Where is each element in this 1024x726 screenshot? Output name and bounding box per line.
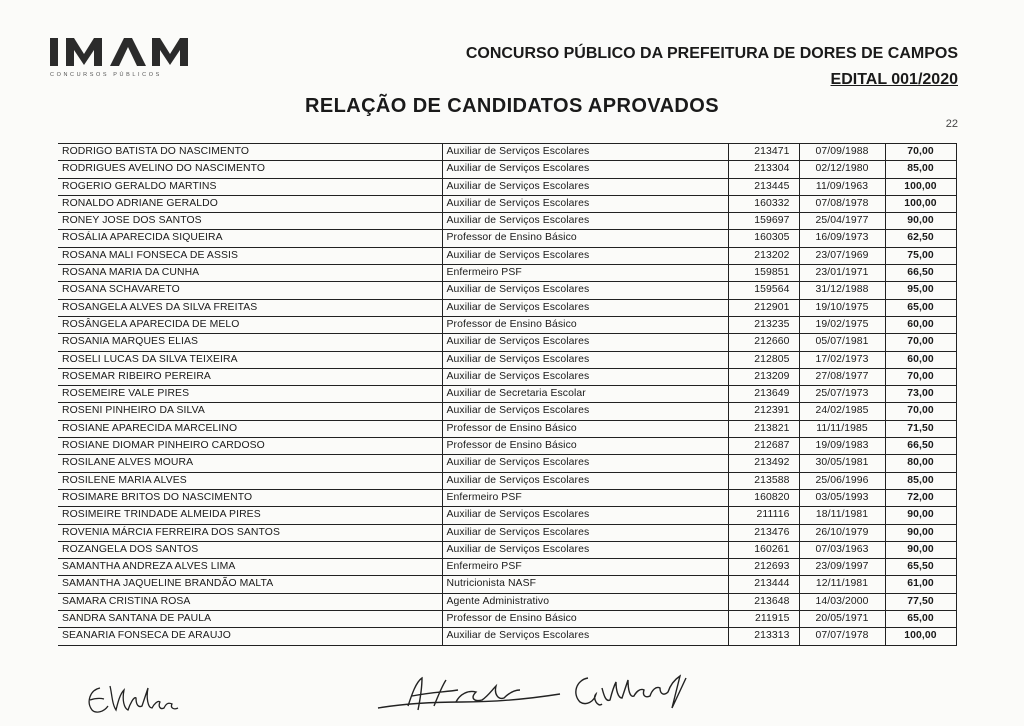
table-row [58,282,956,299]
candidate-position: Auxiliar de Serviços Escolares [442,195,728,212]
candidate-name: ROSANA MARIA DA CUNHA [58,265,442,282]
candidate-birthdate: 27/08/1977 [799,368,885,385]
candidate-birthdate: 07/03/1963 [799,541,885,558]
candidate-score: 71,50 [885,420,956,437]
table-row [58,368,956,385]
table-row [58,213,956,230]
candidate-name: ROSIANE DIOMAR PINHEIRO CARDOSO [58,438,442,455]
candidate-name: ROSIMARE BRITOS DO NASCIMENTO [58,489,442,506]
candidate-name: SEANARIA FONSECA DE ARAUJO [58,628,442,645]
table-row [58,316,956,333]
candidate-position: Auxiliar de Serviços Escolares [442,334,728,351]
document-title: RELAÇÃO DE CANDIDATOS APROVADOS [305,95,719,117]
candidate-name: ROSENI PINHEIRO DA SILVA [58,403,442,420]
candidate-birthdate: 23/01/1971 [799,265,885,282]
table-row [58,438,956,455]
candidate-birthdate: 25/06/1996 [799,472,885,489]
candidate-score: 85,00 [885,161,956,178]
candidate-registration: 213202 [728,247,799,264]
candidate-birthdate: 24/02/1985 [799,403,885,420]
candidate-registration: 212693 [728,559,799,576]
candidate-position: Enfermeiro PSF [442,265,728,282]
table-row [58,195,956,212]
candidate-birthdate: 23/07/1969 [799,247,885,264]
candidate-registration: 213235 [728,316,799,333]
candidate-registration: 211915 [728,611,799,628]
imam-logo [50,34,190,80]
candidate-name: ROSANA SCHAVARETO [58,282,442,299]
candidate-position: Professor de Ensino Básico [442,420,728,437]
candidate-score: 90,00 [885,213,956,230]
candidate-birthdate: 26/10/1979 [799,524,885,541]
contest-title: CONCURSO PÚBLICO DA PREFEITURA DE DORES DE CAMPOS [465,45,958,62]
candidate-position: Auxiliar de Serviços Escolares [442,213,728,230]
candidate-position: Enfermeiro PSF [442,559,728,576]
candidate-registration: 159851 [728,265,799,282]
candidate-position: Auxiliar de Serviços Escolares [442,541,728,558]
candidate-position: Auxiliar de Serviços Escolares [442,472,728,489]
candidate-position: Agente Administrativo [442,593,728,610]
candidate-score: 100,00 [885,628,956,645]
signature-2 [372,672,572,718]
edital-number: EDITAL 001/2020 [830,71,958,88]
candidate-position: Nutricionista NASF [442,576,728,593]
candidate-name: ROSANIA MARQUES ELIAS [58,334,442,351]
table-row [58,178,956,195]
signature-3 [568,668,698,716]
table-row [58,611,956,628]
candidate-score: 85,00 [885,472,956,489]
table-row [58,230,956,247]
candidate-birthdate: 18/11/1981 [799,507,885,524]
table-row [58,420,956,437]
candidate-score: 62,50 [885,230,956,247]
candidate-registration: 212901 [728,299,799,316]
candidate-score: 60,00 [885,316,956,333]
table-row [58,628,956,645]
candidate-registration: 160261 [728,541,799,558]
candidate-registration: 213476 [728,524,799,541]
candidate-birthdate: 17/02/1973 [799,351,885,368]
candidate-position: Professor de Ensino Básico [442,230,728,247]
candidate-registration: 213648 [728,593,799,610]
page-number: 22 [945,118,958,130]
table-row [58,386,956,403]
candidate-position: Auxiliar de Serviços Escolares [442,628,728,645]
candidate-registration: 212805 [728,351,799,368]
candidate-birthdate: 20/05/1971 [799,611,885,628]
candidate-name: SANDRA SANTANA DE PAULA [58,611,442,628]
candidate-registration: 160332 [728,195,799,212]
candidate-position: Auxiliar de Serviços Escolares [442,524,728,541]
candidate-name: ROSILENE MARIA ALVES [58,472,442,489]
candidate-name: ROSANGELA ALVES DA SILVA FREITAS [58,299,442,316]
candidate-birthdate: 23/09/1997 [799,559,885,576]
candidate-registration: 213471 [728,144,799,161]
candidate-name: ROSILANE ALVES MOURA [58,455,442,472]
candidate-registration: 213444 [728,576,799,593]
table-row [58,351,956,368]
table-row [58,161,956,178]
candidate-score: 60,00 [885,351,956,368]
candidates-table-body [58,144,956,646]
candidate-position: Auxiliar de Serviços Escolares [442,299,728,316]
candidate-position: Auxiliar de Serviços Escolares [442,507,728,524]
candidate-registration: 212391 [728,403,799,420]
candidate-position: Professor de Ensino Básico [442,438,728,455]
candidate-registration: 213492 [728,455,799,472]
candidate-name: ROSEMAR RIBEIRO PEREIRA [58,368,442,385]
candidate-score: 61,00 [885,576,956,593]
candidate-position: Auxiliar de Serviços Escolares [442,161,728,178]
candidate-name: RONALDO ADRIANE GERALDO [58,195,442,212]
candidate-score: 73,00 [885,386,956,403]
candidate-registration: 213649 [728,386,799,403]
table-row [58,455,956,472]
candidate-score: 70,00 [885,403,956,420]
candidate-birthdate: 30/05/1981 [799,455,885,472]
candidate-birthdate: 19/10/1975 [799,299,885,316]
candidate-position: Enfermeiro PSF [442,489,728,506]
candidate-score: 65,00 [885,299,956,316]
candidate-birthdate: 25/07/1973 [799,386,885,403]
candidate-position: Auxiliar de Serviços Escolares [442,247,728,264]
candidate-score: 95,00 [885,282,956,299]
candidate-position: Professor de Ensino Básico [442,316,728,333]
candidate-birthdate: 25/04/1977 [799,213,885,230]
candidate-position: Auxiliar de Secretaria Escolar [442,386,728,403]
candidate-name: RODRIGUES AVELINO DO NASCIMENTO [58,161,442,178]
table-row [58,541,956,558]
table-row [58,334,956,351]
candidate-registration: 213821 [728,420,799,437]
candidate-registration: 213313 [728,628,799,645]
candidate-registration: 213304 [728,161,799,178]
approved-candidates-table [58,143,957,646]
candidate-birthdate: 11/09/1963 [799,178,885,195]
candidate-position: Auxiliar de Serviços Escolares [442,144,728,161]
candidate-name: ROSIMEIRE TRINDADE ALMEIDA PIRES [58,507,442,524]
candidate-name: RONEY JOSE DOS SANTOS [58,213,442,230]
candidate-position: Auxiliar de Serviços Escolares [442,403,728,420]
table-row [58,403,956,420]
candidate-registration: 160820 [728,489,799,506]
signature-1 [82,680,192,720]
candidate-score: 72,00 [885,489,956,506]
candidate-registration: 212660 [728,334,799,351]
candidate-registration: 211116 [728,507,799,524]
table-row [58,247,956,264]
candidate-registration: 213588 [728,472,799,489]
candidate-birthdate: 03/05/1993 [799,489,885,506]
candidate-name: ROVENIA MÁRCIA FERREIRA DOS SANTOS [58,524,442,541]
candidate-birthdate: 14/03/2000 [799,593,885,610]
candidate-birthdate: 19/02/1975 [799,316,885,333]
candidate-score: 66,50 [885,438,956,455]
candidate-position: Professor de Ensino Básico [442,611,728,628]
candidate-position: Auxiliar de Serviços Escolares [442,351,728,368]
candidate-score: 90,00 [885,524,956,541]
candidate-position: Auxiliar de Serviços Escolares [442,178,728,195]
candidate-birthdate: 12/11/1981 [799,576,885,593]
candidate-birthdate: 07/09/1988 [799,144,885,161]
candidate-birthdate: 05/07/1981 [799,334,885,351]
logo-subtitle: CONCURSOS PÚBLICOS [50,72,162,78]
candidate-birthdate: 07/08/1978 [799,195,885,212]
candidate-score: 77,50 [885,593,956,610]
candidate-score: 75,00 [885,247,956,264]
table-row [58,524,956,541]
candidate-name: SAMANTHA JAQUELINE BRANDÃO MALTA [58,576,442,593]
candidate-birthdate: 02/12/1980 [799,161,885,178]
candidate-score: 90,00 [885,507,956,524]
candidate-name: ROSEMEIRE VALE PIRES [58,386,442,403]
candidate-position: Auxiliar de Serviços Escolares [442,455,728,472]
table-row [58,299,956,316]
candidate-registration: 212687 [728,438,799,455]
candidate-score: 65,00 [885,611,956,628]
candidate-score: 70,00 [885,334,956,351]
candidate-name: ROSANA MALI FONSECA DE ASSIS [58,247,442,264]
table-row [58,472,956,489]
candidate-score: 70,00 [885,144,956,161]
candidate-name: ROZANGELA DOS SANTOS [58,541,442,558]
candidate-registration: 159564 [728,282,799,299]
candidate-registration: 213445 [728,178,799,195]
candidate-name: ROSÁLIA APARECIDA SIQUEIRA [58,230,442,247]
table-row [58,489,956,506]
candidate-name: RODRIGO BATISTA DO NASCIMENTO [58,144,442,161]
candidate-registration: 213209 [728,368,799,385]
table-row [58,593,956,610]
candidate-name: ROSÂNGELA APARECIDA DE MELO [58,316,442,333]
table-row [58,576,956,593]
table-row [58,144,956,161]
candidate-birthdate: 11/11/1985 [799,420,885,437]
candidate-registration: 159697 [728,213,799,230]
candidate-birthdate: 16/09/1973 [799,230,885,247]
candidate-registration: 160305 [728,230,799,247]
candidate-score: 65,50 [885,559,956,576]
candidate-score: 100,00 [885,178,956,195]
candidate-position: Auxiliar de Serviços Escolares [442,368,728,385]
candidate-position: Auxiliar de Serviços Escolares [442,282,728,299]
candidate-score: 70,00 [885,368,956,385]
candidate-name: ROSIANE APARECIDA MARCELINO [58,420,442,437]
candidate-score: 80,00 [885,455,956,472]
table-row [58,507,956,524]
table-row [58,559,956,576]
candidate-score: 90,00 [885,541,956,558]
imam-logo-mark [50,34,190,72]
table-row [58,265,956,282]
candidate-birthdate: 19/09/1983 [799,438,885,455]
candidate-birthdate: 31/12/1988 [799,282,885,299]
candidate-name: ROGERIO GERALDO MARTINS [58,178,442,195]
candidate-birthdate: 07/07/1978 [799,628,885,645]
candidate-name: SAMARA CRISTINA ROSA [58,593,442,610]
candidate-name: ROSELI LUCAS DA SILVA TEIXEIRA [58,351,442,368]
candidate-score: 100,00 [885,195,956,212]
candidate-score: 66,50 [885,265,956,282]
candidate-name: SAMANTHA ANDREZA ALVES LIMA [58,559,442,576]
